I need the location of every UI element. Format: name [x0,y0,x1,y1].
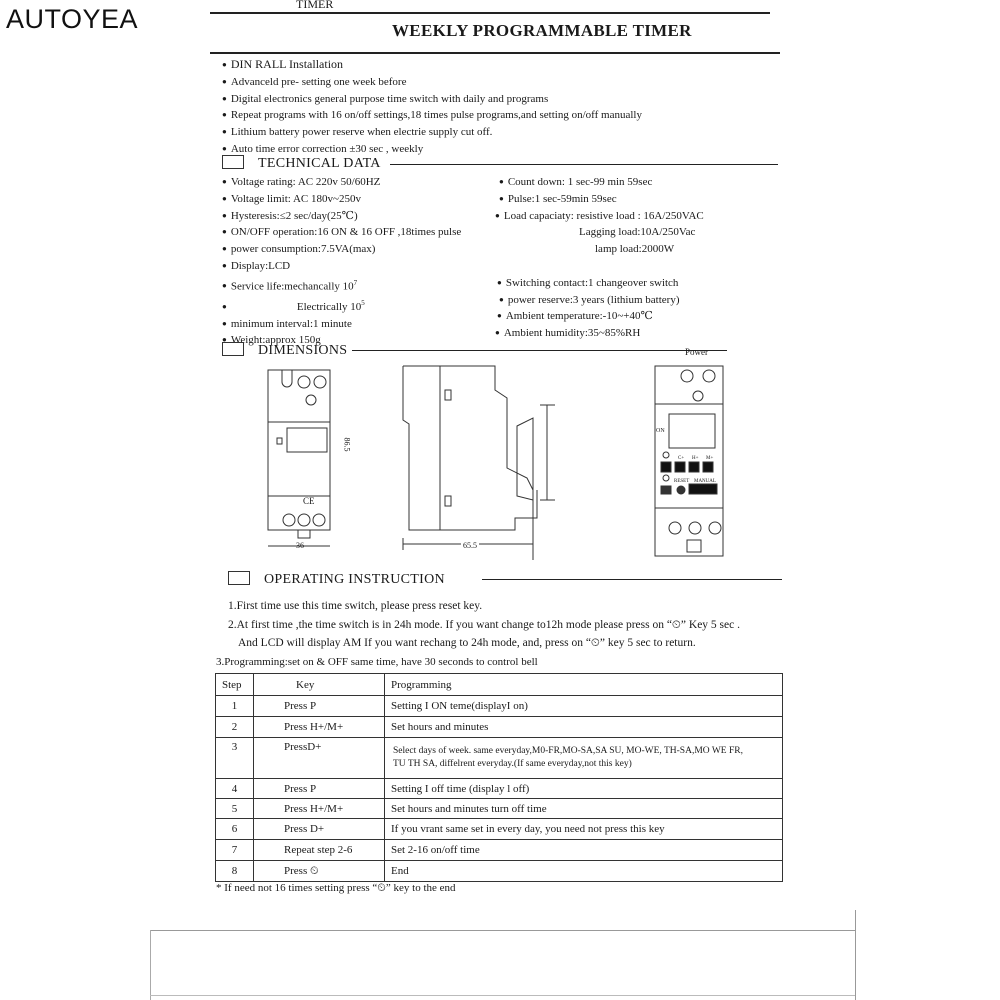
step-cell: 4 [216,779,254,799]
programming-cell: Setting I off time (display l off) [385,779,783,799]
step-cell: 5 [216,799,254,819]
programming-cell: Select days of week. same everyday,M0-FR,MO-SA,SA SU, MO-WE, TH-SA,MO WE FR, TU TH SA, diffelrent everyday.(If same everyday,not this key) [385,738,783,779]
feature-item: ● Repeat programs with 16 on/off settings,18 times pulse programs,and setting on/off manually [222,107,642,124]
divider [855,910,856,1000]
spec-item: ● Count down: 1 sec-99 min 59sec [499,174,704,191]
footnote: * If need not 16 times setting press “⏲” key to the end [216,882,456,894]
technical-right [495,174,704,342]
spec-text: Service life:mechancally 10 [230,280,354,293]
spec-item: ● Ambient temperature:-10~+40℃ [497,308,704,325]
spec-item: ● power consumption:7.5VA(max) [222,241,461,258]
exponent: 7 [353,278,358,287]
table-row [216,861,783,882]
header-cell: Step [216,674,254,696]
dimensions-heading [222,342,347,359]
divider [210,12,770,14]
step-cell: 6 [216,819,254,840]
table-row [216,696,783,717]
divider [150,995,855,996]
height-dimension: 86.5 [342,437,352,452]
checkbox-icon [222,342,244,356]
spec-item: ● Voltage rating: AC 220v 50/60HZ [222,174,461,191]
device-outline [268,370,330,530]
programming-cell: End [385,861,783,882]
spec-item: ● Weight:approx 150g [222,332,461,349]
exponent: 5 [361,299,365,308]
key-cell: Press ⏲ [254,861,385,882]
key-label: M+ [706,456,714,461]
clock-icon [663,475,669,481]
feature-item: ● Digital electronics general purpose time switch with daily and programs [222,91,642,108]
spec-item: ● power reserve:3 years (lithium battery) [499,292,704,309]
divider [352,350,727,351]
feature-list [222,56,642,158]
divider [482,579,782,580]
spec-item: ● ON/OFF operation:16 ON & 16 OFF ,18times pulse [222,224,461,241]
header-cell: Programming [385,674,783,696]
checkbox-icon [228,571,250,585]
depth-dimension: 65.5 [463,541,477,550]
spec-item: lamp load:2000W [595,243,675,256]
spec-item: ● Hysteresis:≤2 sec/day(25℃) [222,208,461,225]
step-cell: 7 [216,840,254,861]
table-row [216,738,783,779]
spec-item: ● Load capaciaty: resistive load : 16A/250VAC [495,208,704,225]
section-title: TECHNICAL DATA [258,156,381,171]
divider [150,930,855,931]
spec-item: Lagging load:10A/250Vac [579,226,696,239]
checkbox-icon [222,155,244,169]
step-cell: 2 [216,717,254,738]
table-row [216,819,783,840]
manual-label: MANUAL [694,479,716,484]
key-cell: Press P [254,696,385,717]
terminal-screw-icon [689,522,701,534]
step-cell: 8 [216,861,254,882]
instruction: 1.First time use this time switch, please press reset key. [228,600,483,612]
programming-cell: Setting I ON teme(displayI on) [385,696,783,717]
key-cell: Press H+/M+ [254,799,385,819]
step-cell: 3 [216,738,254,779]
divider [210,52,780,54]
key-label: C+ [678,456,685,461]
side-view-diagram [395,360,575,560]
spec-item [222,275,461,295]
table-row [216,717,783,738]
technical-left [222,174,461,349]
spec-text: Electrically 10 [296,300,362,313]
on-label: ON [656,428,665,434]
width-dimension: 36 [296,541,304,550]
instruction: And LCD will display AM If you want rechang to 24h mode, and, press on “⏲” key 5 sec to return. [238,637,696,649]
terminal-screw-icon [283,514,295,526]
feature-item: ● Lithium battery power reserve when electrie supply cut off. [222,124,642,141]
key-label: H+ [692,456,699,461]
clock-icon [663,452,669,458]
programming-cell: Set hours and minutes [385,717,783,738]
lcd-display [669,414,715,448]
feature-item: ● Advanceld pre- setting one week before [222,74,642,91]
key-cell: PressD+ [254,738,385,779]
key-cell: Repeat step 2-6 [254,840,385,861]
terminal-screw-icon [681,370,693,382]
spec-item: ● Display:LCD [222,258,461,275]
step-cell: 1 [216,696,254,717]
page-title: WEEKLY PROGRAMMABLE TIMER [392,21,692,40]
section-title: OPERATING INSTRUCTION [264,572,445,587]
table-row [216,799,783,819]
terminal-screw-icon [313,514,325,526]
terminal-screw-icon [703,370,715,382]
spec-item: ● minimum interval:1 minute [222,316,461,333]
terminal-screw-icon [298,376,310,388]
key-cell: Press D+ [254,819,385,840]
table-row [216,840,783,861]
terminal-screw-icon [298,514,310,526]
ac-symbol-icon [693,391,703,401]
programming-cell: If you vrant same set in every day, you need not press this key [385,819,783,840]
key-cell: Press P [254,779,385,799]
technical-data-heading [222,155,381,172]
programming-cell: Set 2-16 on/off time [385,840,783,861]
ac-symbol-icon [306,395,316,405]
feature-item: ● Auto time error correction ±30 sec , weekly [222,141,642,158]
spec-item: ● Voltage limit: AC 180v~250v [222,191,461,208]
spec-item: ● Switching contact:1 changeover switch [497,275,704,292]
terminal-screw-icon [314,376,326,388]
operating-heading [228,571,445,588]
header-cell: Key [254,674,385,696]
ce-mark: CE [303,496,315,506]
programming-table [215,673,783,882]
terminal-screw-icon [669,522,681,534]
power-label: Power [685,347,708,357]
spec-item: ● Pulse:1 sec-59min 59sec [499,191,704,208]
brand-logo: AUTOYEA [6,4,139,34]
terminal-screw-icon [709,522,721,534]
device-outline [403,366,533,560]
spec-item [222,295,461,315]
programming-cell: Set hours and minutes turn off time [385,799,783,819]
reset-label: RESET [674,479,690,484]
header-tag: TIMER [296,0,334,11]
spec-item: ● Ambient humidity:35~85%RH [495,325,704,342]
table-header-row [216,674,783,696]
divider [150,930,151,1000]
key-cell: Press H+/M+ [254,717,385,738]
table-row [216,779,783,799]
divider [390,164,778,165]
section-title: DIMENSIONS [258,343,348,358]
feature-item: ● DIN RALL Installation [222,56,642,74]
front-view-diagram [260,360,340,560]
instruction: 2.At first time ,the time switch is in 24h mode. If you want change to12h mode please press on “⏲” Key 5 sec . [228,619,740,631]
instruction: 3.Programming:set on & OFF same time, have 30 seconds to control bell [216,656,538,668]
